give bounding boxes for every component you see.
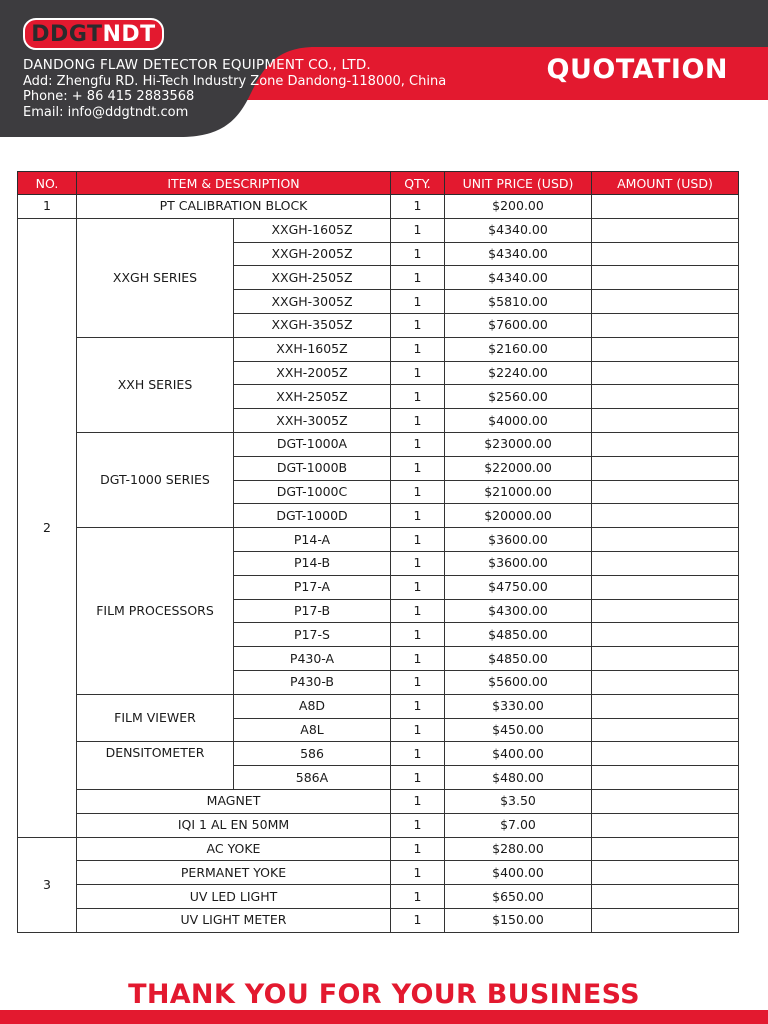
amount: [592, 647, 739, 671]
amount: [592, 670, 739, 694]
amount: [592, 528, 739, 552]
thank-you-message: THANK YOU FOR YOUR BUSINESS: [128, 979, 640, 1010]
table-header-row: [18, 172, 739, 195]
amount: [592, 218, 739, 242]
unit-price: $4300.00: [445, 599, 592, 623]
logo-text-ddgt: DDGT: [31, 21, 103, 47]
amount: [592, 290, 739, 314]
quantity: 1: [391, 528, 445, 552]
unit-price: $7.00: [445, 813, 592, 837]
company-name: DANDONG FLAW DETECTOR EQUIPMENT CO., LTD.: [23, 57, 371, 73]
unit-price: $3600.00: [445, 551, 592, 575]
quantity: 1: [391, 361, 445, 385]
model-name: DGT-1000A: [234, 432, 391, 456]
amount: [592, 409, 739, 433]
amount: [592, 480, 739, 504]
model-name: 586: [234, 742, 391, 766]
model-name: P430-A: [234, 647, 391, 671]
amount: [592, 885, 739, 909]
unit-price: $450.00: [445, 718, 592, 742]
quantity: 1: [391, 670, 445, 694]
row-number: 3: [18, 837, 77, 932]
unit-price: $7600.00: [445, 313, 592, 337]
table-row: [18, 908, 739, 932]
unit-price: $650.00: [445, 885, 592, 909]
model-name: 586A: [234, 766, 391, 790]
quantity: 1: [391, 504, 445, 528]
row-number: 1: [18, 195, 77, 219]
amount: [592, 337, 739, 361]
series-name: XXH SERIES: [77, 337, 234, 432]
model-name: P14-A: [234, 528, 391, 552]
unit-price: $4750.00: [445, 575, 592, 599]
table-row: [18, 337, 739, 361]
model-name: P17-S: [234, 623, 391, 647]
amount: [592, 361, 739, 385]
amount: [592, 813, 739, 837]
model-name: DGT-1000C: [234, 480, 391, 504]
unit-price: $280.00: [445, 837, 592, 861]
amount: [592, 242, 739, 266]
quantity: 1: [391, 218, 445, 242]
model-name: P430-B: [234, 670, 391, 694]
amount: [592, 456, 739, 480]
quantity: 1: [391, 456, 445, 480]
quotation-table: [17, 171, 739, 933]
series-name: DGT-1000 SERIES: [77, 432, 234, 527]
table-row: [18, 694, 739, 718]
unit-price: $23000.00: [445, 432, 592, 456]
col-header-no: NO.: [18, 172, 77, 195]
row-number: 2: [18, 218, 77, 837]
amount: [592, 789, 739, 813]
quantity: 1: [391, 551, 445, 575]
item-description: AC YOKE: [77, 837, 391, 861]
model-name: XXH-1605Z: [234, 337, 391, 361]
model-name: A8L: [234, 718, 391, 742]
item-description: UV LIGHT METER: [77, 908, 391, 932]
model-name: XXH-2505Z: [234, 385, 391, 409]
model-name: XXH-2005Z: [234, 361, 391, 385]
unit-price: $2560.00: [445, 385, 592, 409]
unit-price: $22000.00: [445, 456, 592, 480]
unit-price: $330.00: [445, 694, 592, 718]
amount: [592, 718, 739, 742]
model-name: XXGH-1605Z: [234, 218, 391, 242]
model-name: XXGH-3505Z: [234, 313, 391, 337]
model-name: XXGH-2505Z: [234, 266, 391, 290]
quantity: 1: [391, 242, 445, 266]
amount: [592, 313, 739, 337]
amount: [592, 195, 739, 219]
amount: [592, 861, 739, 885]
table-row: [18, 528, 739, 552]
series-name: XXGH SERIES: [77, 218, 234, 337]
quantity: 1: [391, 837, 445, 861]
unit-price: $4340.00: [445, 218, 592, 242]
table-row: [18, 218, 739, 242]
item-description: PERMANET YOKE: [77, 861, 391, 885]
amount: [592, 575, 739, 599]
quantity: 1: [391, 908, 445, 932]
item-description: IQI 1 AL EN 50MM: [77, 813, 391, 837]
quantity: 1: [391, 861, 445, 885]
quantity: 1: [391, 694, 445, 718]
series-name: FILM VIEWER: [77, 694, 234, 742]
company-info: [23, 58, 446, 120]
amount: [592, 766, 739, 790]
model-name: A8D: [234, 694, 391, 718]
model-name: XXGH-2005Z: [234, 242, 391, 266]
unit-price: $4000.00: [445, 409, 592, 433]
table-row: [18, 195, 739, 219]
unit-price: $2240.00: [445, 361, 592, 385]
quantity: 1: [391, 409, 445, 433]
quantity: 1: [391, 313, 445, 337]
unit-price: $4850.00: [445, 647, 592, 671]
quantity: 1: [391, 789, 445, 813]
col-header-qty: QTY.: [391, 172, 445, 195]
col-header-amount: AMOUNT (USD): [592, 172, 739, 195]
quantity: 1: [391, 813, 445, 837]
quantity: 1: [391, 766, 445, 790]
quantity: 1: [391, 575, 445, 599]
table-row: [18, 789, 739, 813]
series-name: DENSITOMETER: [77, 742, 234, 790]
quantity: 1: [391, 290, 445, 314]
unit-price: $2160.00: [445, 337, 592, 361]
logo-text-ndt: NDT: [102, 21, 156, 47]
model-name: XXH-3005Z: [234, 409, 391, 433]
amount: [592, 742, 739, 766]
series-name: FILM PROCESSORS: [77, 528, 234, 695]
model-name: P17-B: [234, 599, 391, 623]
footer-bar: [0, 1010, 768, 1024]
unit-price: $150.00: [445, 908, 592, 932]
amount: [592, 694, 739, 718]
model-name: DGT-1000D: [234, 504, 391, 528]
company-phone: Phone: + 86 415 2883568: [23, 89, 195, 104]
col-header-unit-price: UNIT PRICE (USD): [445, 172, 592, 195]
item-description: MAGNET: [77, 789, 391, 813]
quantity: 1: [391, 480, 445, 504]
unit-price: $20000.00: [445, 504, 592, 528]
unit-price: $480.00: [445, 766, 592, 790]
quantity: 1: [391, 623, 445, 647]
item-description: UV LED LIGHT: [77, 885, 391, 909]
unit-price: $4340.00: [445, 242, 592, 266]
table-row: [18, 813, 739, 837]
quantity: 1: [391, 885, 445, 909]
amount: [592, 432, 739, 456]
quantity: 1: [391, 718, 445, 742]
amount: [592, 266, 739, 290]
table-row: [18, 432, 739, 456]
quantity: 1: [391, 742, 445, 766]
table-row: [18, 837, 739, 861]
table-row: [18, 861, 739, 885]
model-name: P14-B: [234, 551, 391, 575]
amount: [592, 551, 739, 575]
amount: [592, 908, 739, 932]
model-name: P17-A: [234, 575, 391, 599]
company-address: Add: Zhengfu RD. Hi-Tech Industry Zone Dandong-118000, China: [23, 73, 447, 89]
quantity: 1: [391, 385, 445, 409]
quantity: 1: [391, 432, 445, 456]
amount: [592, 623, 739, 647]
quantity: 1: [391, 337, 445, 361]
unit-price: $21000.00: [445, 480, 592, 504]
unit-price: $400.00: [445, 742, 592, 766]
quantity: 1: [391, 195, 445, 219]
unit-price: $3600.00: [445, 528, 592, 552]
quantity: 1: [391, 599, 445, 623]
company-logo: [23, 18, 164, 50]
col-header-item: ITEM & DESCRIPTION: [77, 172, 391, 195]
unit-price: $200.00: [445, 195, 592, 219]
amount: [592, 837, 739, 861]
unit-price: $400.00: [445, 861, 592, 885]
company-email: Email: info@ddgtndt.com: [23, 104, 189, 120]
unit-price: $4850.00: [445, 623, 592, 647]
table-row: [18, 885, 739, 909]
unit-price: $4340.00: [445, 266, 592, 290]
document-title: QUOTATION: [546, 54, 728, 85]
amount: [592, 504, 739, 528]
amount: [592, 385, 739, 409]
header: [0, 0, 768, 140]
unit-price: $3.50: [445, 789, 592, 813]
amount: [592, 599, 739, 623]
model-name: XXGH-3005Z: [234, 290, 391, 314]
unit-price: $5600.00: [445, 670, 592, 694]
unit-price: $5810.00: [445, 290, 592, 314]
quantity: 1: [391, 266, 445, 290]
table-row: [18, 742, 739, 766]
item-description: PT CALIBRATION BLOCK: [77, 195, 391, 219]
model-name: DGT-1000B: [234, 456, 391, 480]
quantity: 1: [391, 647, 445, 671]
